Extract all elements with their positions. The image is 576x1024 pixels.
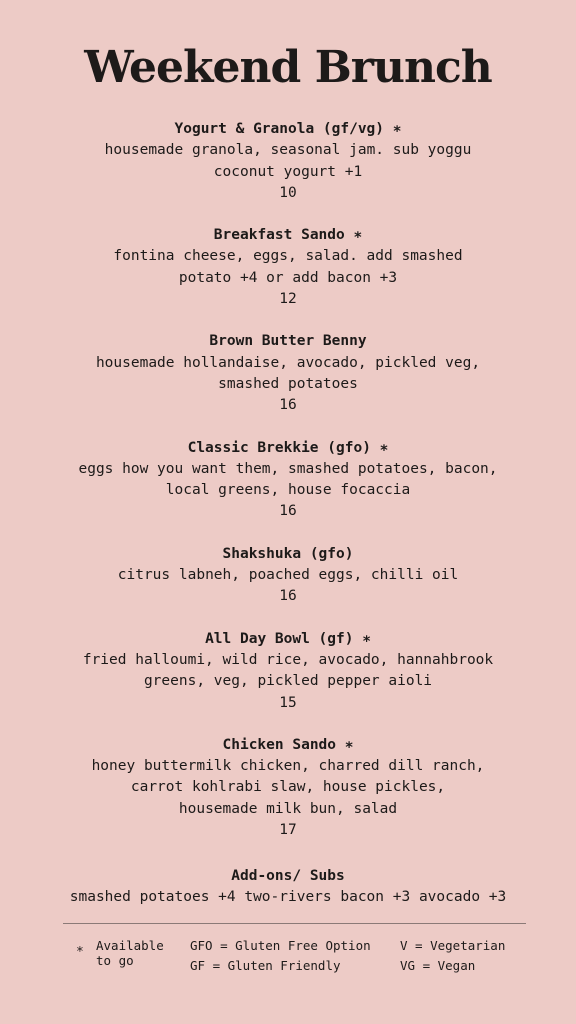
item-name: All Day Bowl (gf) ∗ <box>205 630 371 647</box>
menu-item-yogurt-granola <box>0 119 576 204</box>
addons-section <box>0 866 576 909</box>
legend-gluten-column <box>190 936 371 976</box>
item-price: 16 <box>279 397 297 414</box>
item-price: 15 <box>279 694 297 711</box>
legend-diet-column <box>400 936 505 976</box>
menu-item-chicken-sando <box>0 735 576 841</box>
item-description: fried halloumi, wild rice, avocado, hannahbrook greens, veg, pickled pepper aioli <box>82 651 494 690</box>
addons-title: Add-ons/ Subs <box>231 868 345 884</box>
menu-item-classic-brekkie <box>0 438 576 523</box>
item-name: Yogurt & Granola (gf/vg) ∗ <box>174 121 402 137</box>
item-description: fontina cheese, eggs, salad. add smashed potato +4 or add bacon +3 <box>113 248 463 286</box>
legend-gf: GF = Gluten Friendly <box>190 958 341 973</box>
menu-item-brown-butter-benny <box>0 331 576 416</box>
menu-item-shakshuka <box>0 544 576 608</box>
item-name: Classic Brekkie (gfo) ∗ <box>187 439 389 456</box>
legend-gfo: GFO = Gluten Free Option <box>190 938 371 953</box>
item-price: 10 <box>279 184 297 201</box>
item-price: 17 <box>279 822 297 839</box>
item-description: honey buttermilk chicken, charred dill ranch, carrot kohlrabi slaw, house pickles, housemade milk bun, salad <box>91 758 485 817</box>
divider <box>63 923 526 924</box>
page-title: Weekend Brunch <box>84 42 492 93</box>
addons-description: smashed potatoes +4 two-rivers bacon +3 avocado +3 <box>69 889 507 906</box>
menu-list <box>0 119 576 862</box>
item-price: 16 <box>279 588 297 605</box>
item-price: 16 <box>279 503 297 520</box>
item-description: citrus labneh, poached eggs, chilli oil <box>117 567 459 584</box>
legend-available-to-go: Available to go <box>96 938 164 968</box>
item-description: housemade hollandaise, avocado, pickled veg, smashed potatoes <box>95 354 481 392</box>
menu-item-breakfast-sando <box>0 225 576 310</box>
legend-v: V = Vegetarian <box>400 938 506 953</box>
item-price: 12 <box>279 291 297 308</box>
asterisk-icon: ∗ <box>76 942 84 957</box>
item-name: Shakshuka (gfo) <box>222 545 354 562</box>
item-name: Breakfast Sando ∗ <box>213 227 363 244</box>
item-description: eggs how you want them, smashed potatoes, bacon, local greens, house focaccia <box>78 460 498 499</box>
item-name: Chicken Sando ∗ <box>222 736 354 753</box>
menu-item-all-day-bowl <box>0 629 576 714</box>
item-name: Brown Butter Benny <box>209 333 367 350</box>
legend-vg: VG = Vegan <box>400 958 476 973</box>
item-description: housemade granola, seasonal jam. sub yoggu coconut yogurt +1 <box>104 142 472 180</box>
